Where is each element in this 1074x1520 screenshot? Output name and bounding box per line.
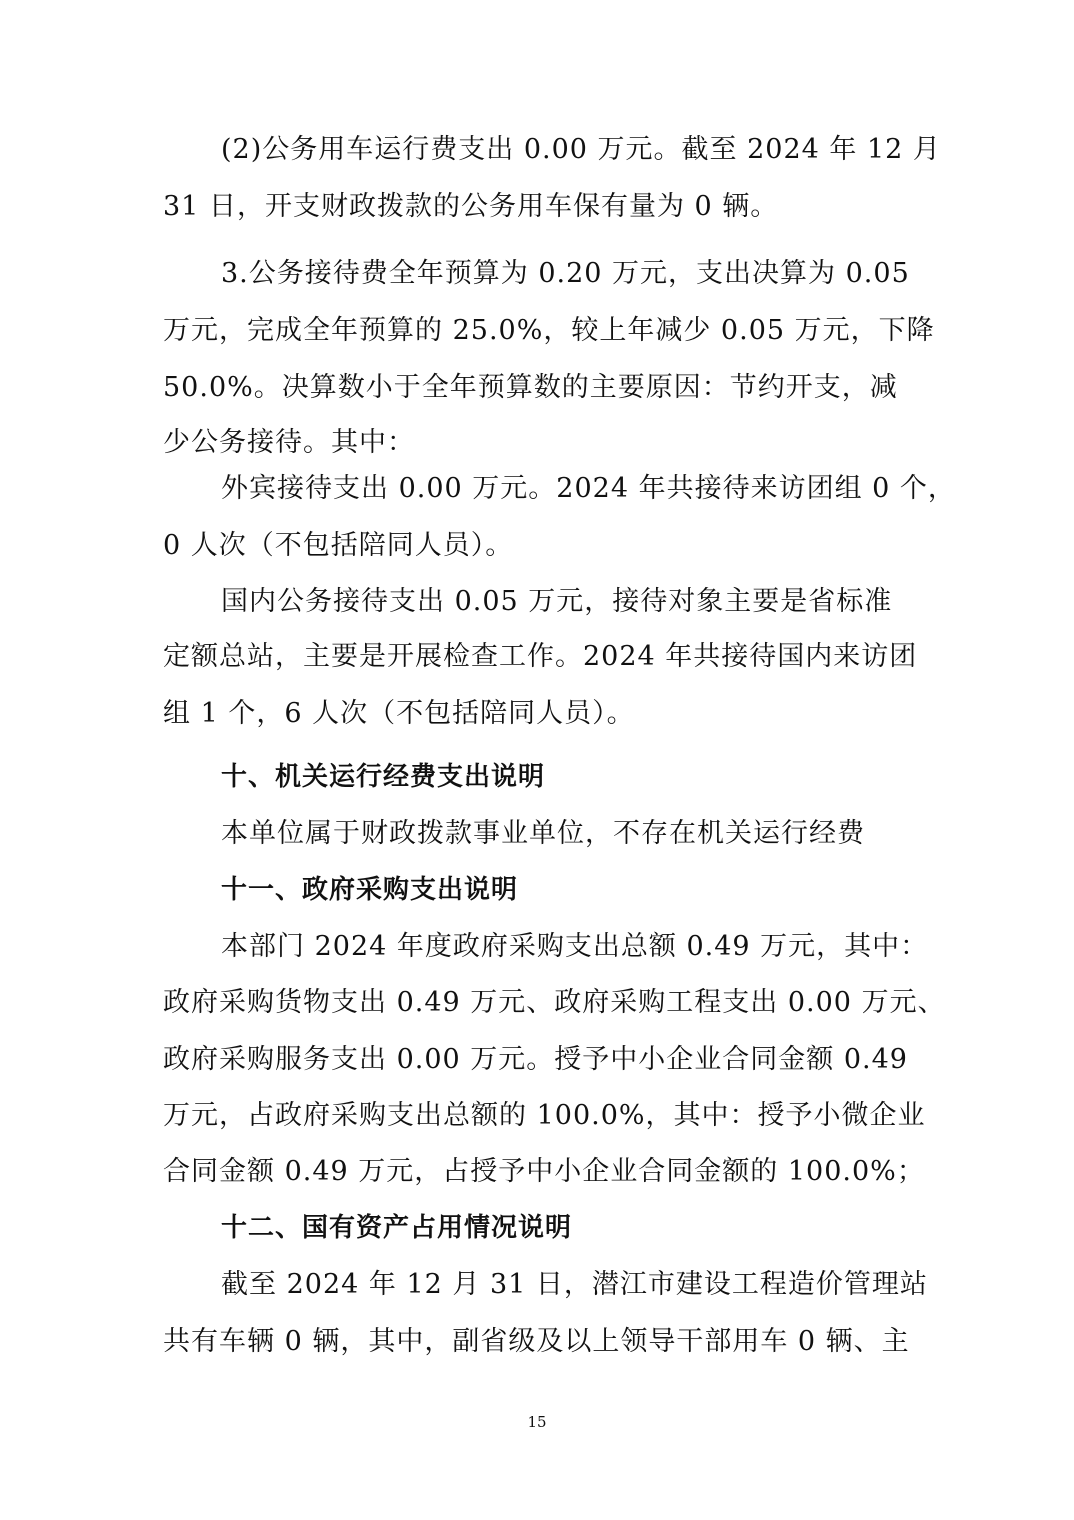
page-number: 15 — [527, 1413, 547, 1431]
paragraph-procurement-line-1: 本部门 2024 年度政府采购支出总额 0.49 万元，其中： — [221, 931, 929, 962]
paragraph-section-10: 本单位属于财政拨款事业单位，不存在机关运行经费 — [221, 818, 865, 849]
paragraph-domestic-reception-line-2: 定额总站，主要是开展检查工作。2024 年共接待国内来访团 — [163, 641, 918, 672]
paragraph-domestic-reception-line-3: 组 1 个，6 人次（不包括陪同人员）。 — [163, 698, 635, 729]
paragraph-procurement-line-3: 政府采购服务支出 0.00 万元。授予中小企业合同金额 0.49 — [163, 1044, 908, 1075]
paragraph-vehicle-operation-line-1: (2)公务用车运行费支出 0.00 万元。截至 2024 年 12 月 — [221, 134, 941, 165]
heading-section-11: 十一、政府采购支出说明 — [221, 875, 519, 905]
paragraph-reception-budget-line-4: 少公务接待。其中： — [163, 427, 415, 458]
paragraph-vehicle-operation-line-2: 31 日，开支财政拨款的公务用车保有量为 0 辆。 — [163, 191, 779, 222]
paragraph-procurement-line-4: 万元，占政府采购支出总额的 100.0%，其中：授予小微企业 — [163, 1100, 926, 1131]
paragraph-domestic-reception-line-1: 国内公务接待支出 0.05 万元，接待对象主要是省标准 — [221, 586, 893, 617]
heading-section-12: 十二、国有资产占用情况说明 — [221, 1213, 573, 1243]
paragraph-procurement-line-5: 合同金额 0.49 万元，占授予中小企业合同金额的 100.0%； — [163, 1156, 925, 1187]
paragraph-foreign-reception-line-1: 外宾接待支出 0.00 万元。2024 年共接待来访团组 0 个， — [221, 473, 956, 504]
paragraph-reception-budget-line-3: 50.0%。决算数小于全年预算数的主要原因：节约开支，减 — [163, 372, 898, 403]
paragraph-reception-budget-line-2: 万元，完成全年预算的 25.0%，较上年减少 0.05 万元，下降 — [163, 315, 935, 346]
paragraph-assets-line-1: 截至 2024 年 12 月 31 日，潜江市建设工程造价管理站 — [221, 1269, 928, 1300]
heading-section-10: 十、机关运行经费支出说明 — [221, 762, 546, 792]
paragraph-reception-budget-line-1: 3.公务接待费全年预算为 0.20 万元，支出决算为 0.05 — [221, 258, 910, 289]
paragraph-foreign-reception-line-2: 0 人次（不包括陪同人员）。 — [163, 530, 514, 561]
paragraph-procurement-line-2: 政府采购货物支出 0.49 万元、政府采购工程支出 0.00 万元、 — [163, 987, 946, 1018]
paragraph-assets-line-2: 共有车辆 0 辆，其中，副省级及以上领导干部用车 0 辆、主 — [163, 1326, 910, 1357]
